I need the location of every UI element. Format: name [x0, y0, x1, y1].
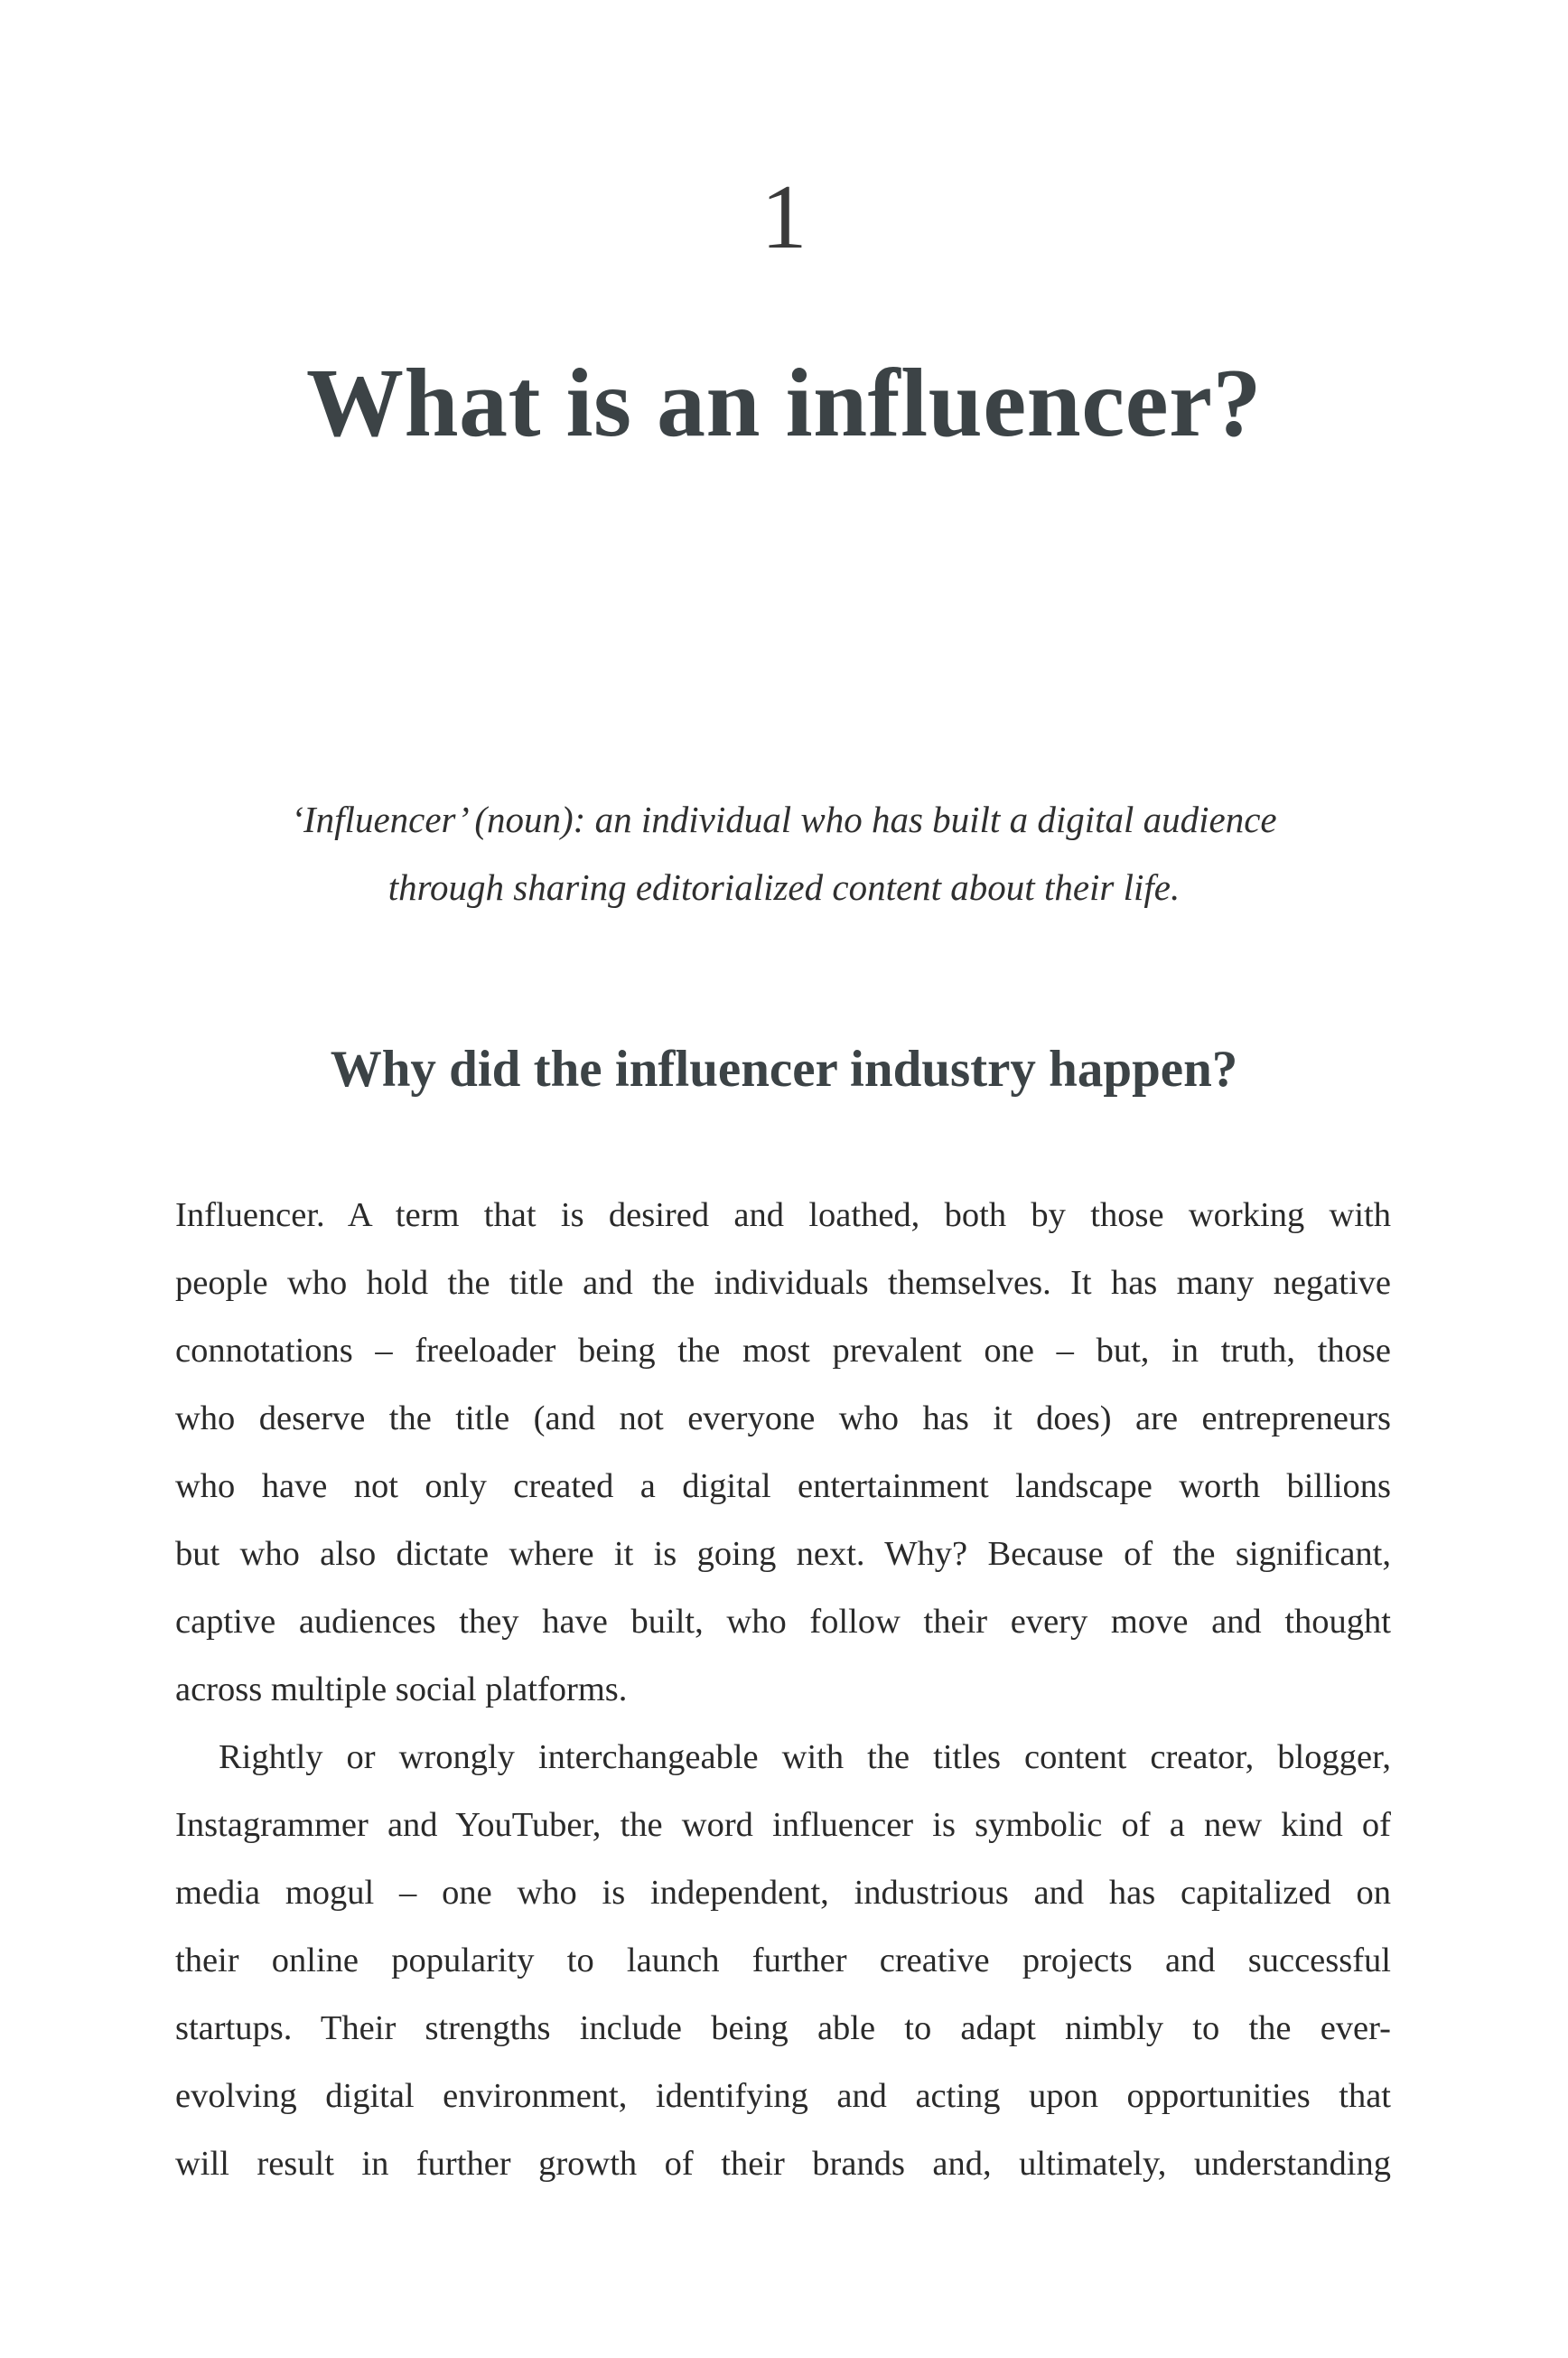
text-line: across multiple social platforms. — [175, 1670, 628, 1708]
definition-line: through sharing editorialized content about their life. — [387, 866, 1181, 908]
paragraph — [175, 1182, 1391, 1724]
definition-line: ‘Influencer’ (noun): an individual who has built a digital audience — [291, 799, 1277, 840]
text-line: Rightly or wrongly interchangeable with the titles content creator, blogger, — [219, 1738, 1391, 1776]
text-line: who have not only created a digital entertainment landscape worth billions — [175, 1467, 1391, 1505]
text-line: will result in further growth of their brands and, ultimately, understanding — [175, 2145, 1391, 2183]
section-heading: Why did the influencer industry happen? — [330, 1041, 1238, 1098]
text-line: Instagrammer and YouTuber, the word influencer is symbolic of a new kind of — [175, 1806, 1391, 1844]
text-line: evolving digital environment, identifying and acting upon opportunities that — [175, 2077, 1391, 2115]
text-line: startups. Their strengths include being able to adapt nimbly to the ever- — [175, 2009, 1391, 2047]
text-line: captive audiences they have built, who follow their every move and thought — [175, 1603, 1391, 1641]
text-line: Influencer. A term that is desired and loathed, both by those working with — [175, 1196, 1391, 1234]
chapter-title: What is an influencer? — [305, 350, 1263, 457]
body-text — [175, 1182, 1391, 2198]
paragraph — [175, 1724, 1391, 2198]
text-line: who deserve the title (and not everyone who has it does) are entrepreneurs — [175, 1399, 1391, 1437]
text-line: connotations – freeloader being the most prevalent one – but, in truth, those — [175, 1332, 1391, 1370]
text-line: but who also dictate where it is going next. Why? Because of the significant, — [175, 1535, 1391, 1573]
chapter-number: 1 — [761, 166, 807, 268]
text-line: their online popularity to launch further creative projects and successful — [175, 1942, 1391, 1979]
text-line: media mogul – one who is independent, industrious and has capitalized on — [175, 1874, 1391, 1912]
definition-epigraph — [181, 786, 1387, 922]
text-line: people who hold the title and the individuals themselves. It has many negative — [175, 1264, 1391, 1302]
